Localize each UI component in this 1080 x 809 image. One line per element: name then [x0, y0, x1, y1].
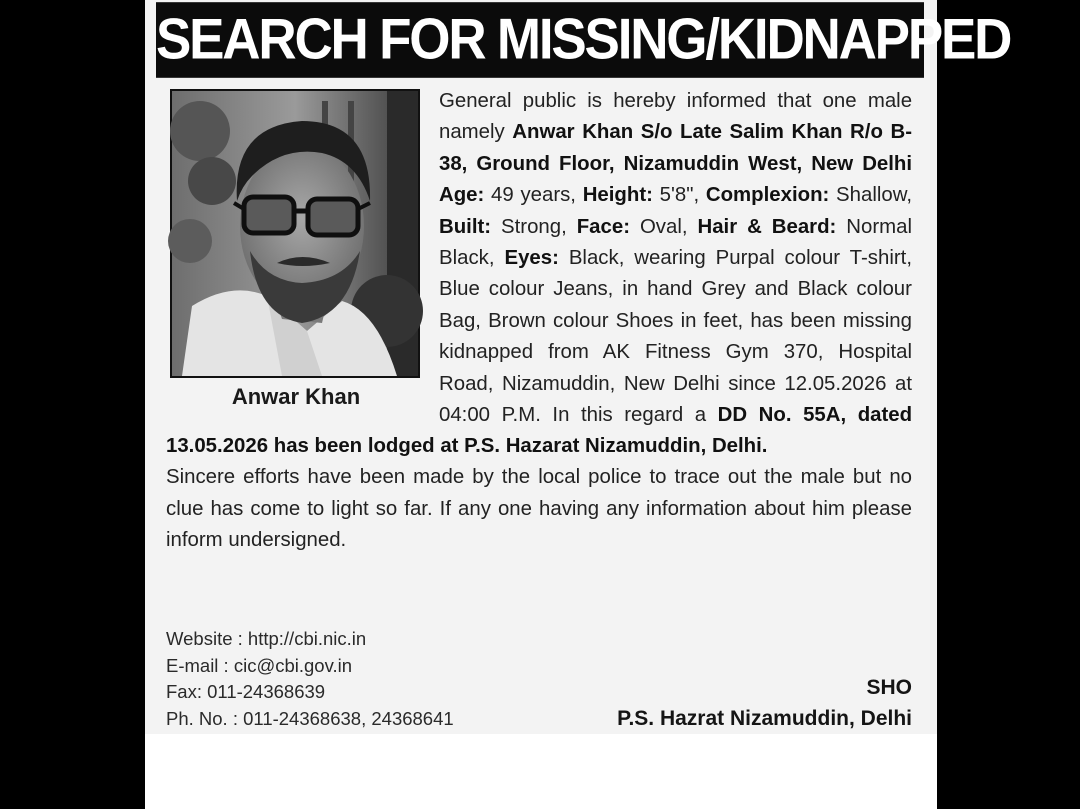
blank-margin	[145, 734, 937, 809]
notice-paragraph-1-wrap	[439, 86, 912, 431]
missing-person-photo	[170, 89, 420, 378]
photo-caption: Anwar Khan	[231, 384, 361, 409]
contact-fax: Fax: 011-24368639	[166, 681, 326, 702]
notice-appeal: Sincere efforts have been made by the local police to trace out the male but no clue has come to light so far. If any one having any information about him please inform undersigned.	[166, 466, 912, 552]
contact-phone: Ph. No. : 011-24368638, 24368641	[166, 707, 454, 729]
signatory-designation: SHO	[866, 676, 912, 699]
notice-paragraph-2	[166, 431, 912, 557]
notice-text-continued: 13.05.2026 has been lodged at P.S. Hazarat Nizamuddin, Delhi.	[166, 435, 768, 457]
contact-website: Website : http://cbi.nic.in	[166, 628, 367, 649]
notice-headline: SEARCH FOR MISSING/KIDNAPPED	[156, 2, 924, 78]
contact-block	[166, 626, 566, 732]
notice-text: General public is hereby informed that one male namely Anwar Khan S/o Late Salim Khan R/o B-38, Ground Floor, Nizamuddin West, New Delhi Age: 49 years, Height: 5'8", Complexion: Shallow, Built: Strong, Face: Oval, Hair & Beard: Normal Black, Eyes: Black, wearing Purpal colour T-shirt, Blue colour Jeans, in hand Grey and Black colour Bag, Brown colour Shoes in feet, has been missing kidnapped from AK Fitness Gym 370, Hospital Road, Nizamuddin, New Delhi since 12.05.2026 at 04:00 P.M. In this regard a DD No. 55A, dated	[439, 90, 913, 427]
contact-email: E-mail : cic@cbi.gov.in	[166, 654, 353, 676]
signatory-block	[617, 672, 912, 734]
signatory-station: P.S. Hazrat Nizamuddin, Delhi	[617, 707, 912, 730]
